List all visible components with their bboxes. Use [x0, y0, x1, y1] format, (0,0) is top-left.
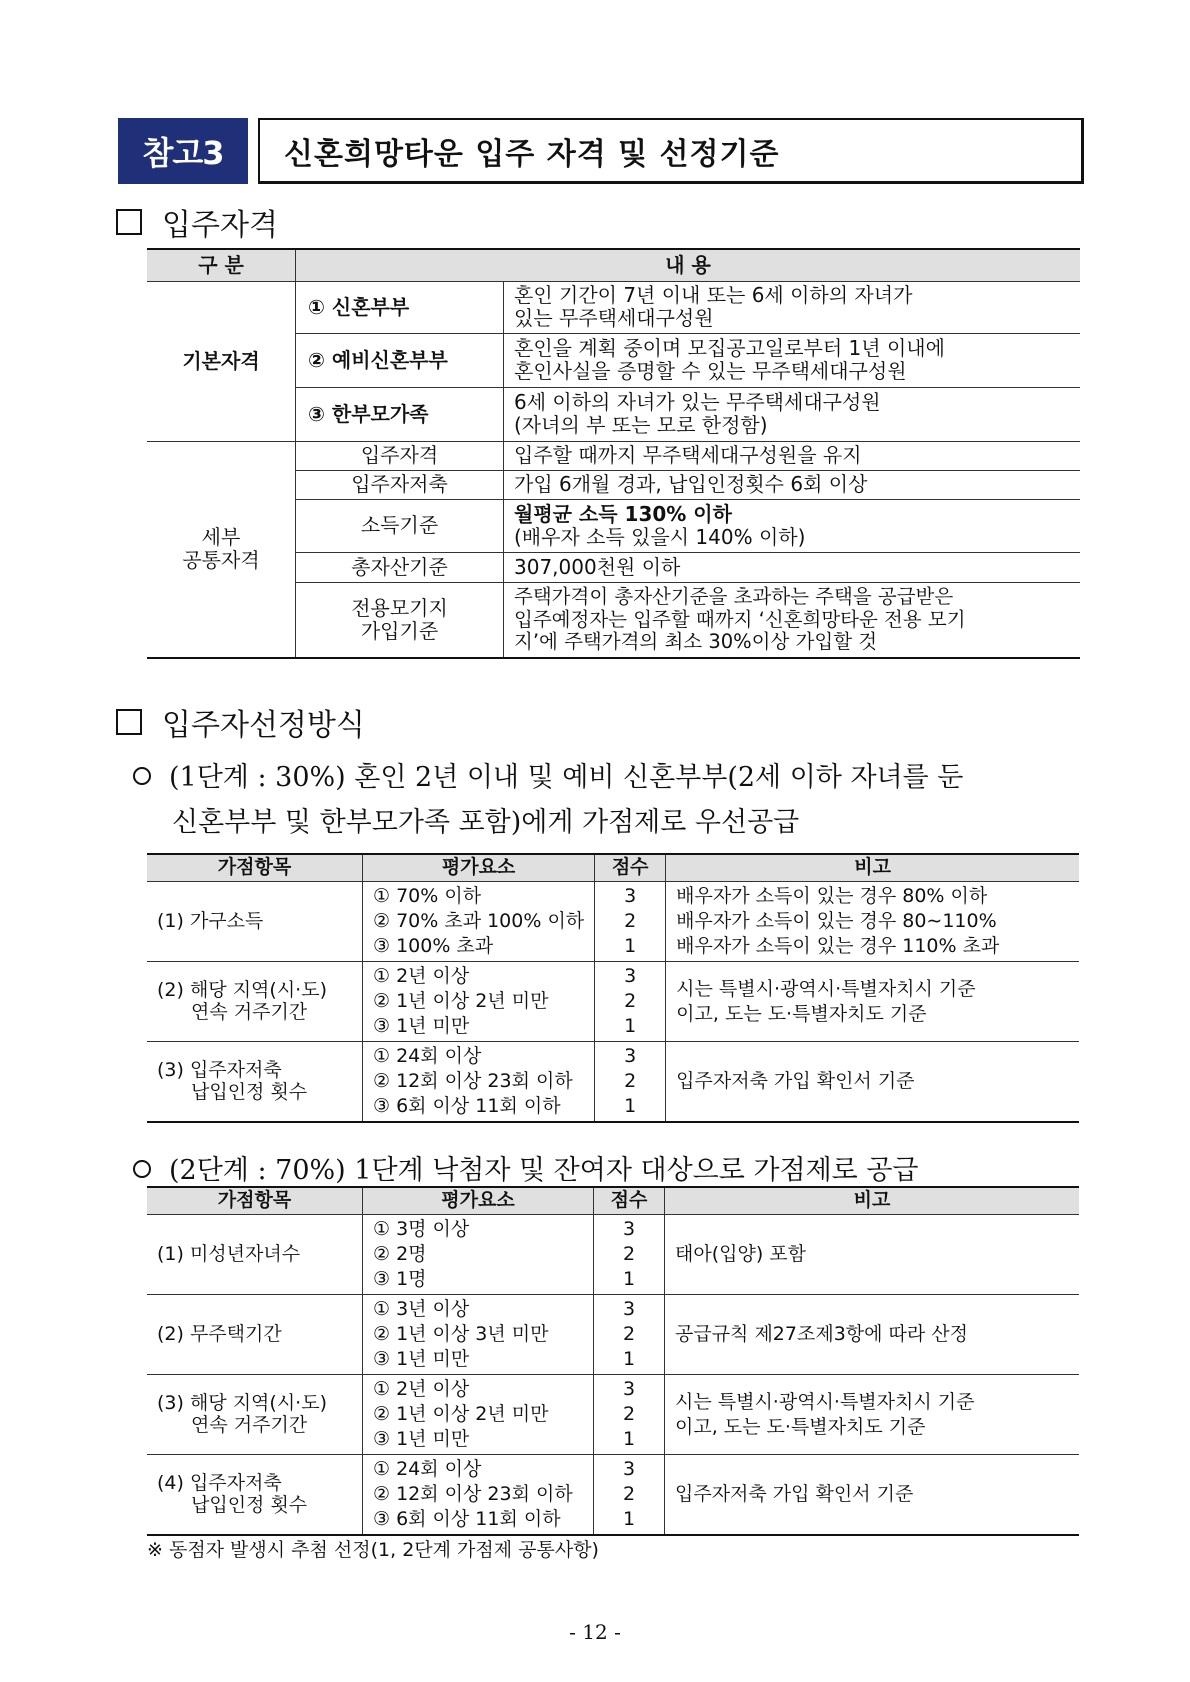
element-line: ③ 1년 미만: [373, 1428, 470, 1450]
item-line: (4) 입주자저축: [157, 1471, 282, 1494]
score-elements: [363, 1042, 595, 1123]
stage1-line: 신혼부부 및 한부모가족 포함)에게 가점제로 우선공급: [172, 807, 800, 838]
footnote: ※ 동점자 발생시 추첨 선정(1, 2단계 가점제 공통사항): [147, 1539, 599, 1561]
qual-label: ③ 한부모가족: [296, 387, 504, 441]
element-line: ③ 6회 이상 11회 이하: [373, 1508, 561, 1530]
column-header: 가점항목: [147, 1187, 363, 1215]
score-value: 3: [622, 1298, 636, 1320]
element-line: ② 1년 이상 2년 미만: [373, 990, 549, 1012]
column-header: 평가요소: [363, 1187, 594, 1215]
column-header: 비고: [666, 854, 1079, 882]
item-line: 연속 거주기간: [191, 1000, 308, 1023]
score-value: 1: [624, 1015, 637, 1037]
score-notes: [666, 1042, 1079, 1123]
score-item: [147, 1215, 363, 1295]
item-line: (1) 미성년자녀수: [157, 1242, 301, 1265]
score-value: 3: [624, 965, 637, 987]
score-notes: [665, 1295, 1080, 1375]
table-row: [147, 882, 1079, 962]
qual-content: 가입 6개월 경과, 납입인정횟수 6회 이상: [504, 470, 1081, 499]
element-line: ① 24회 이상: [373, 1045, 482, 1067]
score-value: 3: [622, 1458, 636, 1480]
content-line: 6세 이하의 자녀가 있는 무주택세대구성원: [514, 390, 881, 414]
score-value: 2: [622, 1323, 636, 1345]
row-group-label: [147, 441, 296, 658]
score-item: [147, 1375, 363, 1455]
note-line: 입주자저축 가입 확인서 기준: [675, 1483, 914, 1505]
section-heading-qualification: [116, 200, 278, 244]
note-line: 시는 특별시·광역시·특별자치시 기준: [676, 977, 976, 1000]
note-line: 태아(입양) 포함: [675, 1243, 806, 1265]
item-line: (2) 해당 지역(시·도): [157, 978, 327, 1001]
qual-content: 307,000천원 이하: [504, 552, 1081, 582]
item-line: 연속 거주기간: [191, 1413, 308, 1436]
note-line: 입주자저축 가입 확인서 기준: [676, 1070, 915, 1092]
stage1-line: (1단계 : 30%) 혼인 2년 이내 및 예비 신혼부부(2세 이하 자녀를 둔: [169, 762, 964, 793]
qual-content: [504, 387, 1081, 441]
row-group-label: 기본자격: [147, 281, 296, 441]
content-line: 혼인사실을 증명할 수 있는 무주택세대구성원: [514, 359, 907, 383]
qual-label: 소득기준: [296, 499, 504, 552]
score-value: 2: [624, 910, 637, 932]
score-item: [147, 1455, 363, 1536]
qual-label: [296, 582, 504, 658]
qual-label: 입주자저축: [296, 470, 504, 499]
circle-bullet-icon: [133, 1160, 151, 1178]
content-line: 지’에 주택가격의 최소 30%이상 가입할 것: [514, 629, 878, 653]
element-line: ② 70% 초과 100% 이하: [373, 910, 585, 932]
score-elements: [363, 1215, 594, 1295]
element-line: ③ 1년 미만: [373, 1015, 470, 1037]
score-item: [147, 962, 363, 1042]
group-label-line: 세부: [201, 525, 241, 550]
note-line: 배우자가 소득이 있는 경우 80∼110%: [676, 910, 997, 932]
stage1-score-table: [147, 853, 1079, 1123]
table-row: [147, 1295, 1079, 1375]
label-line: 가입기준: [360, 618, 439, 643]
content-line: (배우자 소득 있을시 140% 이하): [514, 524, 806, 549]
score-notes: [666, 962, 1079, 1042]
section-title: 입주자격: [162, 208, 278, 243]
qual-content: [504, 499, 1081, 552]
element-line: ② 2명: [373, 1243, 427, 1265]
table-row: [147, 1375, 1079, 1455]
page-number: - 12 -: [569, 1620, 621, 1644]
element-line: ① 24회 이상: [373, 1458, 482, 1480]
page-title: 신혼희망타운 입주 자격 및 선정기준: [258, 118, 1084, 184]
score-value: 3: [622, 1378, 636, 1400]
score-values: [595, 1042, 666, 1123]
element-line: ③ 100% 초과: [373, 935, 494, 957]
stage1-description-cont: [172, 800, 799, 839]
table-row: [147, 1215, 1079, 1295]
content-line: 혼인을 계획 중이며 모집공고일로부터 1년 이내에: [514, 336, 945, 360]
column-header: 점수: [595, 854, 666, 882]
element-line: ③ 6회 이상 11회 이하: [373, 1095, 561, 1117]
qual-content: [504, 281, 1081, 333]
item-line: (2) 무주택기간: [157, 1322, 282, 1345]
stage2-description: [133, 1148, 919, 1187]
element-line: ③ 1명: [373, 1268, 427, 1290]
stage1-description: [133, 755, 963, 794]
table-row: [147, 1042, 1079, 1123]
section-heading-selection: [116, 700, 365, 744]
element-line: ① 3명 이상: [373, 1218, 470, 1240]
score-notes: [665, 1375, 1080, 1455]
score-values: [594, 1295, 665, 1375]
table-row: [147, 1455, 1079, 1536]
checkbox-square-icon: [116, 709, 142, 735]
score-notes: [666, 882, 1079, 962]
section-title: 입주자선정방식: [162, 708, 365, 743]
stage2-line: (2단계 : 70%) 1단계 낙첨자 및 잔여자 대상으로 가점제로 공급: [169, 1155, 919, 1186]
score-item: [147, 882, 363, 962]
score-value: 3: [624, 1045, 637, 1067]
content-line: 있는 무주택세대구성원: [514, 306, 714, 330]
score-value: 2: [622, 1243, 636, 1265]
score-elements: [363, 882, 595, 962]
score-values: [594, 1455, 665, 1536]
qual-content: [504, 333, 1081, 387]
score-values: [595, 962, 666, 1042]
qual-label: ① 신혼부부: [296, 281, 504, 333]
column-header: 내 용: [296, 249, 1081, 281]
item-line: 납입인정 횟수: [191, 1493, 308, 1516]
element-line: ① 2년 이상: [373, 1378, 470, 1400]
qual-content: [504, 582, 1081, 658]
score-value: 2: [624, 990, 637, 1012]
score-values: [594, 1375, 665, 1455]
content-line: 월평균 소득 130% 이하: [514, 501, 732, 526]
item-line: (3) 입주자저축: [157, 1058, 282, 1081]
element-line: ② 1년 이상 2년 미만: [373, 1403, 549, 1425]
note-line: 시는 특별시·광역시·특별자치시 기준: [675, 1390, 975, 1413]
qualification-table: [147, 248, 1080, 659]
score-elements: [363, 1375, 594, 1455]
score-value: 1: [622, 1268, 636, 1290]
element-line: ① 2년 이상: [373, 965, 470, 987]
score-value: 2: [624, 1070, 637, 1092]
element-line: ② 1년 이상 3년 미만: [373, 1323, 549, 1345]
column-header: 구 분: [147, 249, 296, 281]
score-elements: [363, 1295, 594, 1375]
score-values: [595, 882, 666, 962]
item-line: (3) 해당 지역(시·도): [157, 1391, 327, 1414]
score-value: 2: [622, 1483, 636, 1505]
item-line: (1) 가구소득: [157, 909, 264, 932]
element-line: ① 3년 이상: [373, 1298, 470, 1320]
element-line: ③ 1년 미만: [373, 1348, 470, 1370]
label-line: 전용모기지: [351, 595, 448, 620]
note-line: 이고, 도는 도·특별자치도 기준: [675, 1415, 926, 1438]
circle-bullet-icon: [133, 767, 151, 785]
note-line: 배우자가 소득이 있는 경우 80% 이하: [676, 885, 988, 907]
score-values: [594, 1215, 665, 1295]
score-value: 3: [624, 885, 637, 907]
element-line: ① 70% 이하: [373, 885, 482, 907]
content-line: (자녀의 부 또는 모로 한정함): [514, 413, 768, 437]
content-line: 주택가격이 총자산기준을 초과하는 주택을 공급받은: [514, 585, 954, 609]
column-header: 점수: [594, 1187, 665, 1215]
note-line: 공급규칙 제27조제3항에 따라 산정: [675, 1323, 968, 1345]
item-line: 납입인정 횟수: [191, 1080, 308, 1103]
score-elements: [363, 962, 595, 1042]
score-notes: [665, 1215, 1080, 1295]
checkbox-square-icon: [116, 209, 142, 235]
stage2-score-table: [147, 1186, 1079, 1536]
score-value: 2: [622, 1403, 636, 1425]
column-header: 가점항목: [147, 854, 363, 882]
score-elements: [363, 1455, 594, 1536]
element-line: ② 12회 이상 23회 이하: [373, 1070, 573, 1092]
score-notes: [665, 1455, 1080, 1536]
note-line: 이고, 도는 도·특별자치도 기준: [676, 1002, 927, 1025]
column-header: 비고: [665, 1187, 1080, 1215]
qual-label: ② 예비신혼부부: [296, 333, 504, 387]
score-value: 1: [622, 1348, 636, 1370]
score-value: 1: [624, 1095, 637, 1117]
content-line: 입주예정자는 입주할 때까지 ‘신혼희망타운 전용 모기: [514, 607, 966, 631]
score-value: 3: [622, 1218, 636, 1240]
qual-label: 총자산기준: [296, 552, 504, 582]
qual-label: 입주자격: [296, 441, 504, 470]
table-row: [147, 962, 1079, 1042]
column-header: 평가요소: [363, 854, 595, 882]
note-line: 배우자가 소득이 있는 경우 110% 초과: [676, 935, 1000, 957]
score-value: 1: [624, 935, 637, 957]
reference-tag: 참고3: [118, 118, 248, 184]
score-value: 1: [622, 1428, 636, 1450]
score-value: 1: [622, 1508, 636, 1530]
group-label-line: 공통자격: [182, 548, 260, 573]
element-line: ② 12회 이상 23회 이하: [373, 1483, 573, 1505]
score-item: [147, 1295, 363, 1375]
content-line: 혼인 기간이 7년 이내 또는 6세 이하의 자녀가: [514, 283, 913, 307]
page-header: [118, 118, 1084, 184]
score-item: [147, 1042, 363, 1123]
qual-content: 입주할 때까지 무주택세대구성원을 유지: [504, 441, 1081, 470]
